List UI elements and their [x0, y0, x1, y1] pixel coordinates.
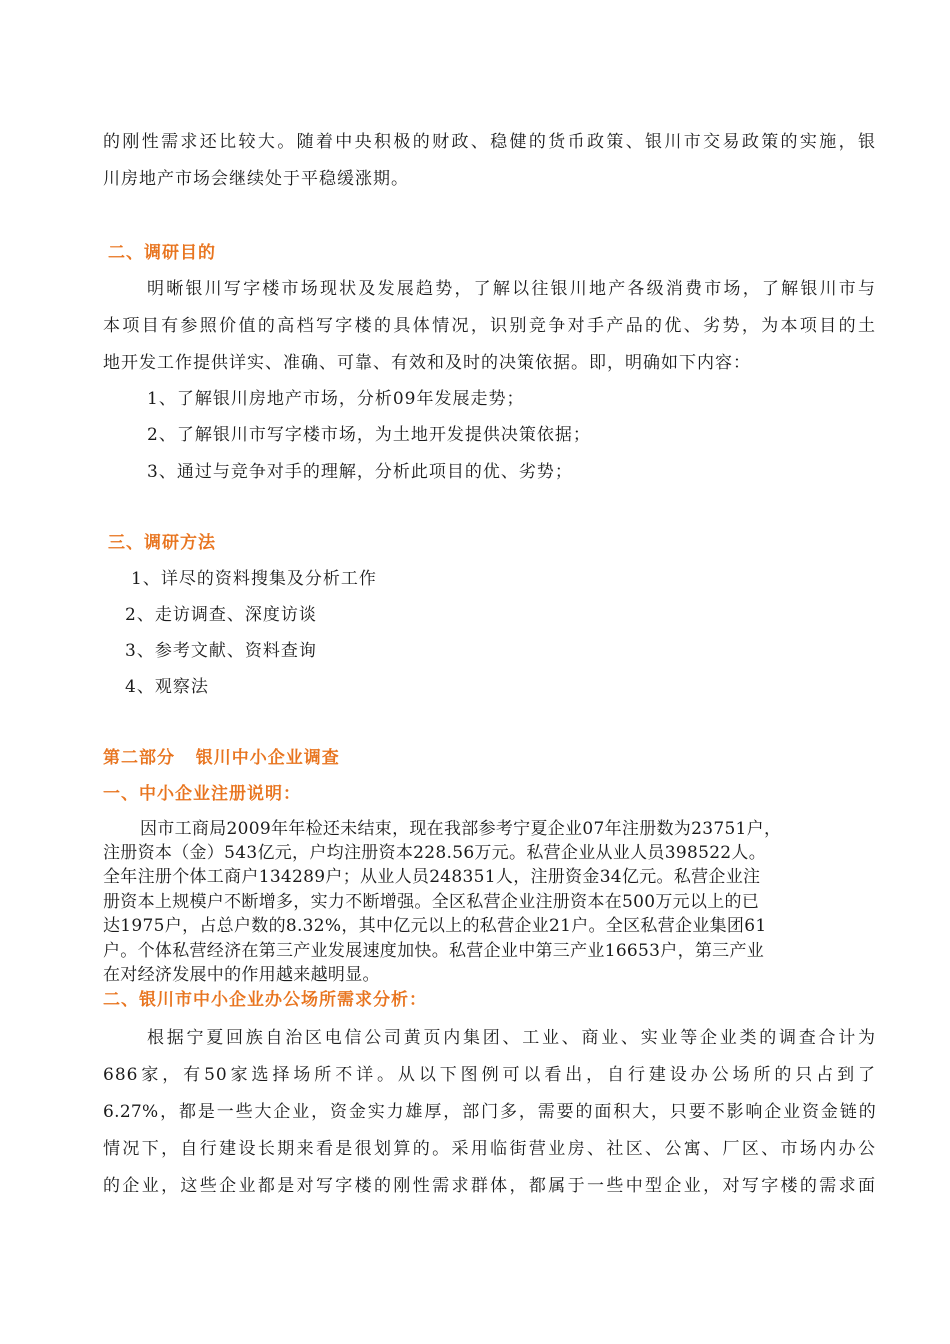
- purpose-paragraph-line-2: 本项目有参照价值的高档写字楼的具体情况，识别竞争对手产品的优、劣势，为本项目的土: [103, 316, 876, 336]
- registration-line: 全年注册个体工商户134289户；从业人员248351人，注册资金34亿元。私营企业注: [103, 867, 761, 887]
- purpose-list-item: 3、通过与竞争对手的理解，分析此项目的优、劣势；: [147, 462, 573, 482]
- office-demand-line: 6.27%，都是一些大企业，资金实力雄厚，部门多，需要的面积大，只要不影响企业资金链的: [103, 1102, 876, 1122]
- purpose-list-item: 1、了解银川房地产市场，分析09年发展走势；: [147, 389, 525, 409]
- purpose-list-item: 2、了解银川市写字楼市场，为土地开发提供决策依据；: [147, 425, 591, 445]
- registration-line: 册资本上规模户不断增多，实力不断增强。全区私营企业注册资本在500万元以上的已: [103, 892, 760, 912]
- part-two-title: 第二部分 银川中小企业调查: [103, 748, 340, 768]
- method-list-item: 2、走访调查、深度访谈: [125, 605, 317, 625]
- section-heading-method: 三、调研方法: [108, 533, 216, 553]
- purpose-paragraph-line-1: 明晰银川写字楼市场现状及发展趋势，了解以往银川地产各级消费市场，了解银川市与: [147, 279, 876, 299]
- office-demand-heading: 二、银川市中小企业办公场所需求分析：: [103, 990, 427, 1010]
- registration-line: 户。个体私营经济在第三产业发展速度加快。私营企业中第三产业16653户，第三产业: [103, 941, 765, 961]
- office-demand-line: 情况下，自行建设长期来看是很划算的。采用临街营业房、社区、公寓、厂区、市场内办公: [103, 1139, 876, 1159]
- registration-line: 因市工商局2009年年检还未结束，现在我部参考宁夏企业07年注册数为23751户，: [140, 819, 782, 839]
- purpose-paragraph-line-3: 地开发工作提供详实、准确、可靠、有效和及时的决策依据。即，明确如下内容：: [103, 353, 751, 373]
- section-heading-purpose: 二、调研目的: [108, 243, 216, 263]
- registration-line: 达1975户，占总户数的8.32%，其中亿元以上的私营企业21户。全区私营企业集团61: [103, 916, 767, 936]
- intro-line-2: 川房地产市场会继续处于平稳缓涨期。: [103, 169, 409, 189]
- method-list-item: 3、参考文献、资料查询: [125, 641, 317, 661]
- office-demand-line: 的企业，这些企业都是对写字楼的刚性需求群体，都属于一些中型企业，对写字楼的需求面: [103, 1176, 876, 1196]
- office-demand-line: 686家，有50家选择场所不详。从以下图例可以看出，自行建设办公场所的只占到了: [103, 1065, 876, 1085]
- registration-line: 在对经济发展中的作用越来越明显。: [103, 965, 380, 985]
- method-list-item: 4、观察法: [125, 677, 209, 697]
- intro-line-1: 的刚性需求还比较大。随着中央积极的财政、稳健的货币政策、银川市交易政策的实施，银: [103, 132, 876, 152]
- method-list-item: 1、详尽的资料搜集及分析工作: [131, 569, 377, 589]
- registration-heading: 一、中小企业注册说明：: [103, 784, 301, 804]
- office-demand-line: 根据宁夏回族自治区电信公司黄页内集团、工业、商业、实业等企业类的调查合计为: [147, 1028, 876, 1048]
- registration-line: 注册资本（金）543亿元，户均注册资本228.56万元。私营企业从业人员398522人。: [103, 843, 767, 863]
